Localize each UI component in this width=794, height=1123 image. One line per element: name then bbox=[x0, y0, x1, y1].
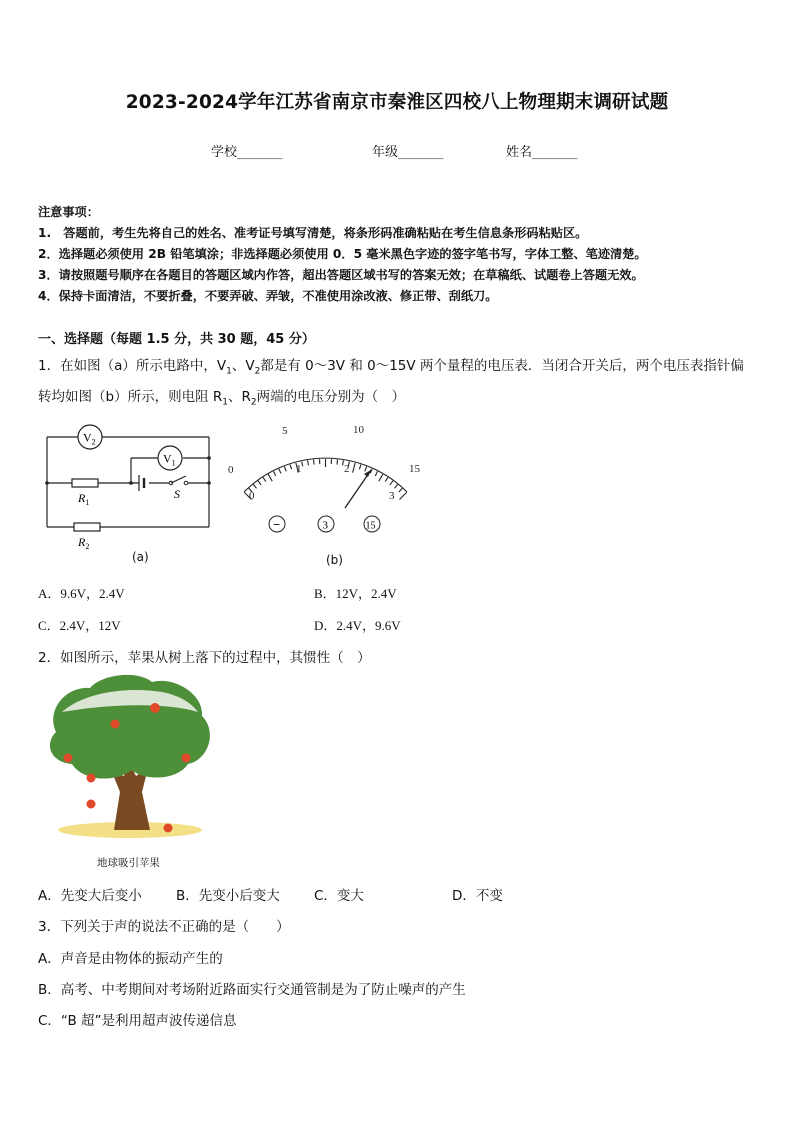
resistor-r2-icon bbox=[74, 523, 100, 531]
q3-option-b[interactable]: B．高考、中考期间对考场附近路面实行交通管制是为了防止噪声的产生 bbox=[38, 982, 466, 998]
inner-tick-0: 0 bbox=[249, 490, 255, 502]
r2-label: $R_2$ bbox=[78, 535, 90, 551]
notice-item-2: 2．选择题必须使用 2B 铅笔填涂；非选择题必须使用 0．5 毫米黑色字迹的签字笔书写，字体工整、笔迹清楚。 bbox=[38, 247, 647, 261]
notice-item-1: 1. 答题前，考生先将自己的姓名、准考证号填写清楚，将条形码准确粘贴在考生信息条形码粘贴区。 bbox=[38, 226, 588, 240]
dial-tick bbox=[284, 467, 286, 472]
voltmeter-dial bbox=[222, 418, 432, 548]
school-field: 学校_______ bbox=[211, 145, 283, 160]
q3-text: 3．下列关于声的说法不正确的是（ ） bbox=[38, 919, 290, 935]
svg-text:−: − bbox=[273, 517, 281, 532]
dial-tick bbox=[308, 460, 309, 465]
r1-label: $R_1$ bbox=[78, 491, 90, 507]
dial-tick bbox=[314, 460, 315, 465]
dial-tick bbox=[375, 471, 377, 476]
switch-label: S bbox=[174, 487, 180, 501]
notice-item-3: 3．请按照题号顺序在各题目的答题区域内作答，超出答题区域书写的答案无效；在草稿纸、试题卷上答题无效。 bbox=[38, 268, 644, 282]
inner-tick-2: 2 bbox=[344, 463, 350, 475]
q3-option-c[interactable]: C．“B 超”是利用超声波传递信息 bbox=[38, 1013, 237, 1029]
figure-b-caption: (b) bbox=[326, 553, 343, 567]
dial-tick bbox=[268, 474, 272, 481]
dial-tick bbox=[253, 484, 256, 488]
apple-tree-image bbox=[42, 672, 217, 842]
figure-a-caption: (a) bbox=[132, 550, 149, 564]
outer-tick-15: 15 bbox=[409, 463, 420, 475]
resistor-r1-icon bbox=[72, 479, 98, 487]
dial-tick bbox=[279, 469, 281, 474]
outer-tick-5: 5 bbox=[282, 425, 288, 437]
q2-option-a[interactable]: A．先变大后变小 bbox=[38, 888, 142, 904]
outer-tick-0: 0 bbox=[228, 464, 234, 476]
dial-tick bbox=[353, 463, 356, 473]
v2-label: $V_2$ bbox=[83, 430, 96, 447]
dial-tick bbox=[379, 474, 383, 481]
q2-figure-caption: 地球吸引苹果 bbox=[97, 857, 160, 869]
dial-tick bbox=[400, 492, 407, 499]
q1-option-d[interactable]: D．2.4V，9.6V bbox=[314, 618, 401, 633]
dial-tick bbox=[390, 481, 393, 485]
notice-item-4: 4．保持卡面清洁，不要折叠，不要弄破、弄皱，不准使用涂改液、修正带、刮纸刀。 bbox=[38, 289, 498, 303]
dial-tick bbox=[258, 481, 261, 485]
dial-tick bbox=[395, 484, 398, 488]
inner-tick-3: 3 bbox=[389, 490, 395, 502]
dial-tick bbox=[385, 477, 388, 481]
q1-option-c[interactable]: C．2.4V，12V bbox=[38, 618, 121, 633]
dial-tick bbox=[290, 465, 292, 470]
dial-tick bbox=[359, 465, 361, 470]
svg-text:3: 3 bbox=[322, 519, 328, 532]
dial-tick bbox=[337, 460, 338, 465]
q1-option-a[interactable]: A．9.6V，2.4V bbox=[38, 586, 125, 601]
svg-text:15: 15 bbox=[365, 520, 376, 532]
v1-label: $V_1$ bbox=[163, 451, 176, 468]
section-heading: 一、选择题（每题 1.5 分，共 30 题，45 分） bbox=[38, 332, 315, 347]
switch-lever-icon bbox=[171, 476, 186, 483]
q1-option-b[interactable]: B．12V，2.4V bbox=[314, 586, 397, 601]
page-title: 2023-2024学年江苏省南京市秦淮区四校八上物理期末调研试题 bbox=[125, 92, 669, 113]
dial-tick bbox=[302, 462, 303, 467]
inner-tick-1: 1 bbox=[296, 463, 302, 475]
dial-tick bbox=[274, 471, 276, 476]
name-field: 姓名_______ bbox=[506, 145, 578, 160]
notice-heading: 注意事项： bbox=[38, 205, 99, 219]
q2-option-b[interactable]: B．先变小后变大 bbox=[176, 888, 280, 904]
q3-option-a[interactable]: A．声音是由物体的振动产生的 bbox=[38, 951, 223, 967]
q2-option-d[interactable]: D．不变 bbox=[452, 888, 503, 904]
dial-tick bbox=[399, 488, 402, 492]
dial-tick bbox=[263, 477, 266, 481]
q2-option-c[interactable]: C．变大 bbox=[314, 888, 364, 904]
circuit-diagram bbox=[36, 420, 221, 570]
outer-tick-10: 10 bbox=[353, 424, 364, 436]
q1-line-2: 转均如图（b）所示，则电阻 $R_1$、$R_2$两端的电压分别为（ ） bbox=[38, 389, 406, 408]
q2-text: 2．如图所示，苹果从树上落下的过程中，其惯性（ ） bbox=[38, 650, 371, 666]
q1-line-1: 1．在如图（a）所示电路中，$V_1$、$V_2$都是有 0～3V 和 0～15V 两个量程的电压表．当闭合开关后，两个电压表指针偏 bbox=[38, 358, 744, 377]
grade-field: 年级_______ bbox=[372, 145, 444, 160]
dial-tick bbox=[365, 467, 367, 472]
